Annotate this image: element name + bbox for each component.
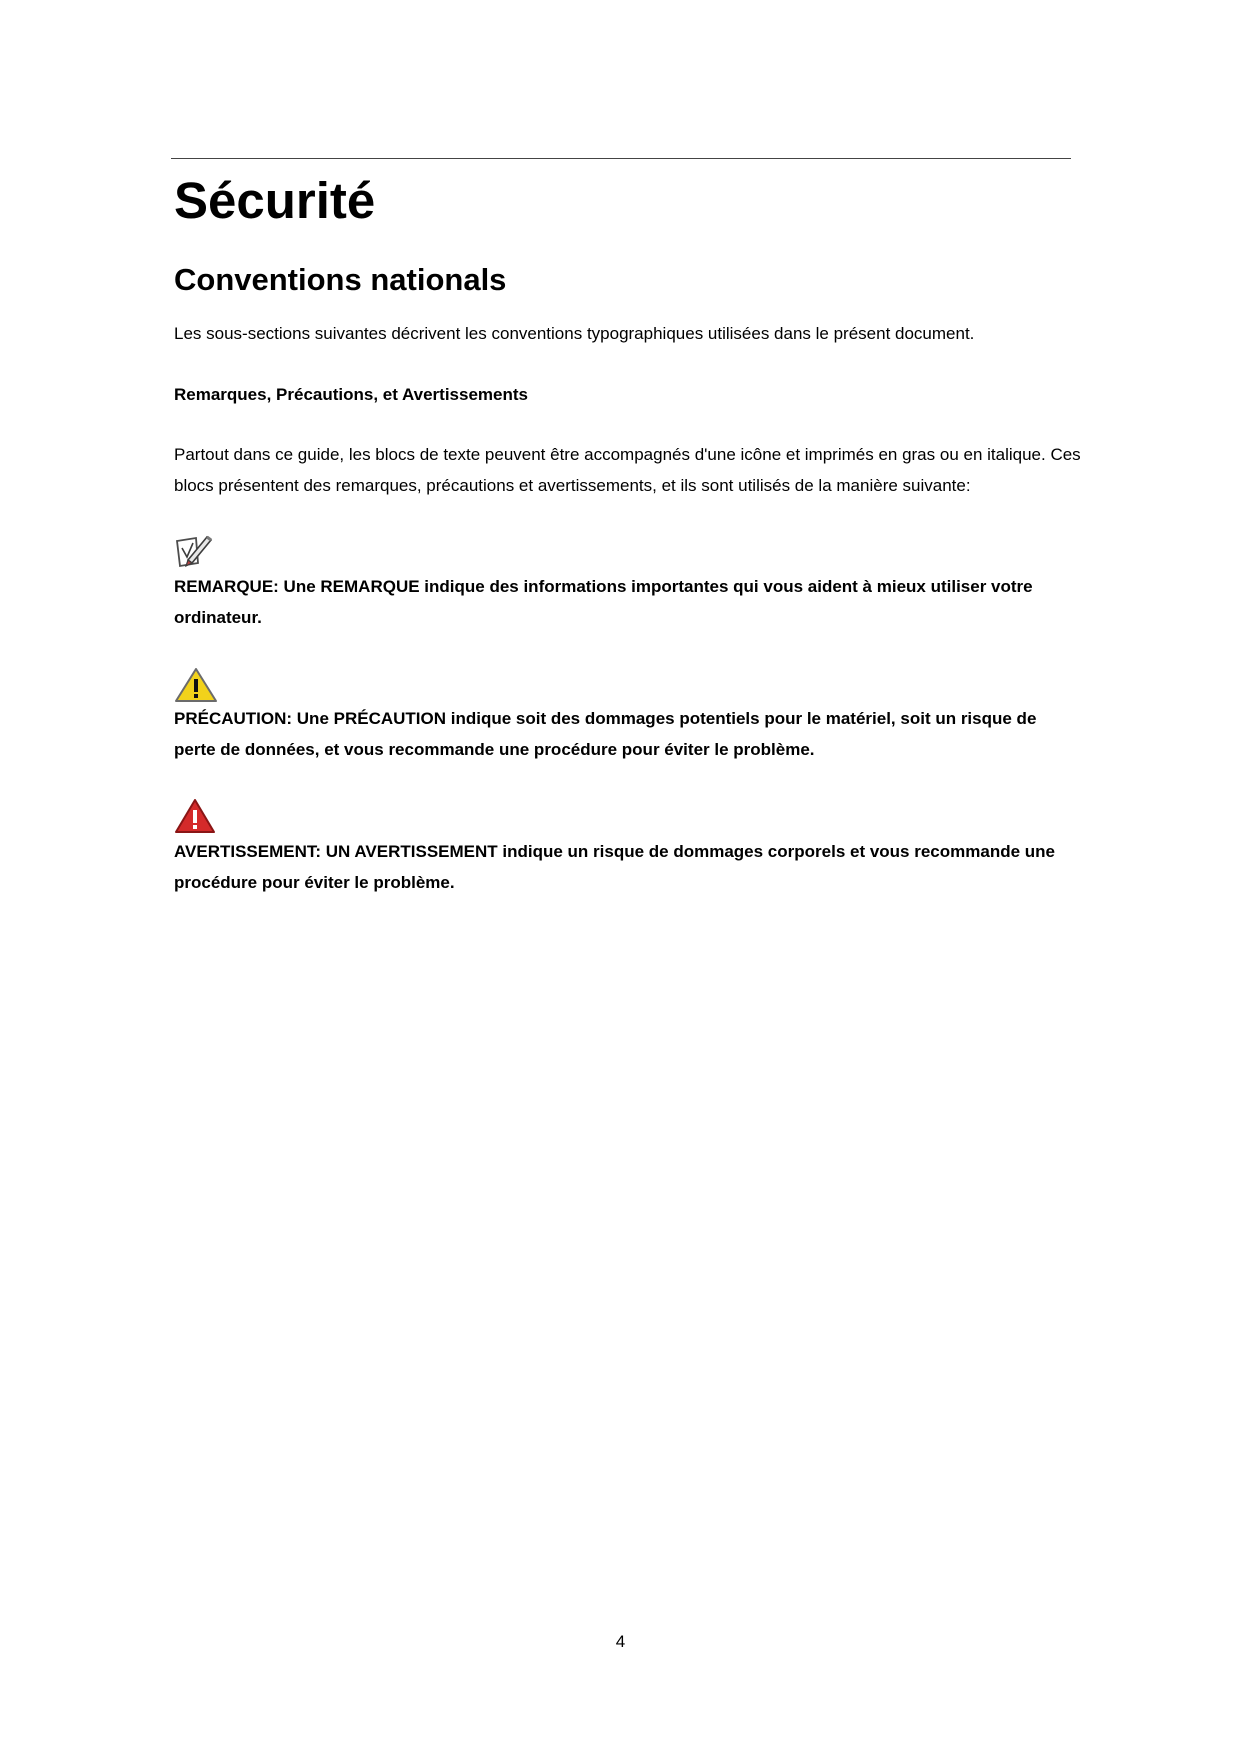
conventions-paragraph: Partout dans ce guide, les blocs de texte peuvent être accompagnés d'une icône et imprimés en gras ou en italique. Ces blocs présentent des remarques, précautions et avertissements, et ils sont utilisés de la manière suivante:: [174, 445, 1081, 495]
page-number: 4: [615, 1632, 626, 1651]
note-pencil-icon: [174, 533, 214, 574]
header-rule: [171, 158, 1071, 159]
caution-triangle-icon: [174, 667, 218, 708]
warning-text: AVERTISSEMENT: UN AVERTISSEMENT indique un risque de dommages corporels et vous recommande une procédure pour éviter le problème.: [174, 842, 1056, 892]
subsection-heading: Remarques, Précautions, et Avertissements: [174, 385, 528, 404]
page-title: Sécurité: [174, 172, 376, 229]
section-title: Conventions nationals: [174, 262, 507, 297]
intro-text: Les sous-sections suivantes décrivent les conventions typographiques utilisées dans le présent document.: [174, 324, 975, 343]
caution-text: PRÉCAUTION: Une PRÉCAUTION indique soit des dommages potentiels pour le matériel, soit un risque de perte de données, et vous recommande une procédure pour éviter le problème.: [174, 709, 1037, 759]
warning-triangle-icon: [174, 798, 216, 839]
note-text: REMARQUE: Une REMARQUE indique des informations importantes qui vous aident à mieux utiliser votre ordinateur.: [174, 577, 1033, 627]
